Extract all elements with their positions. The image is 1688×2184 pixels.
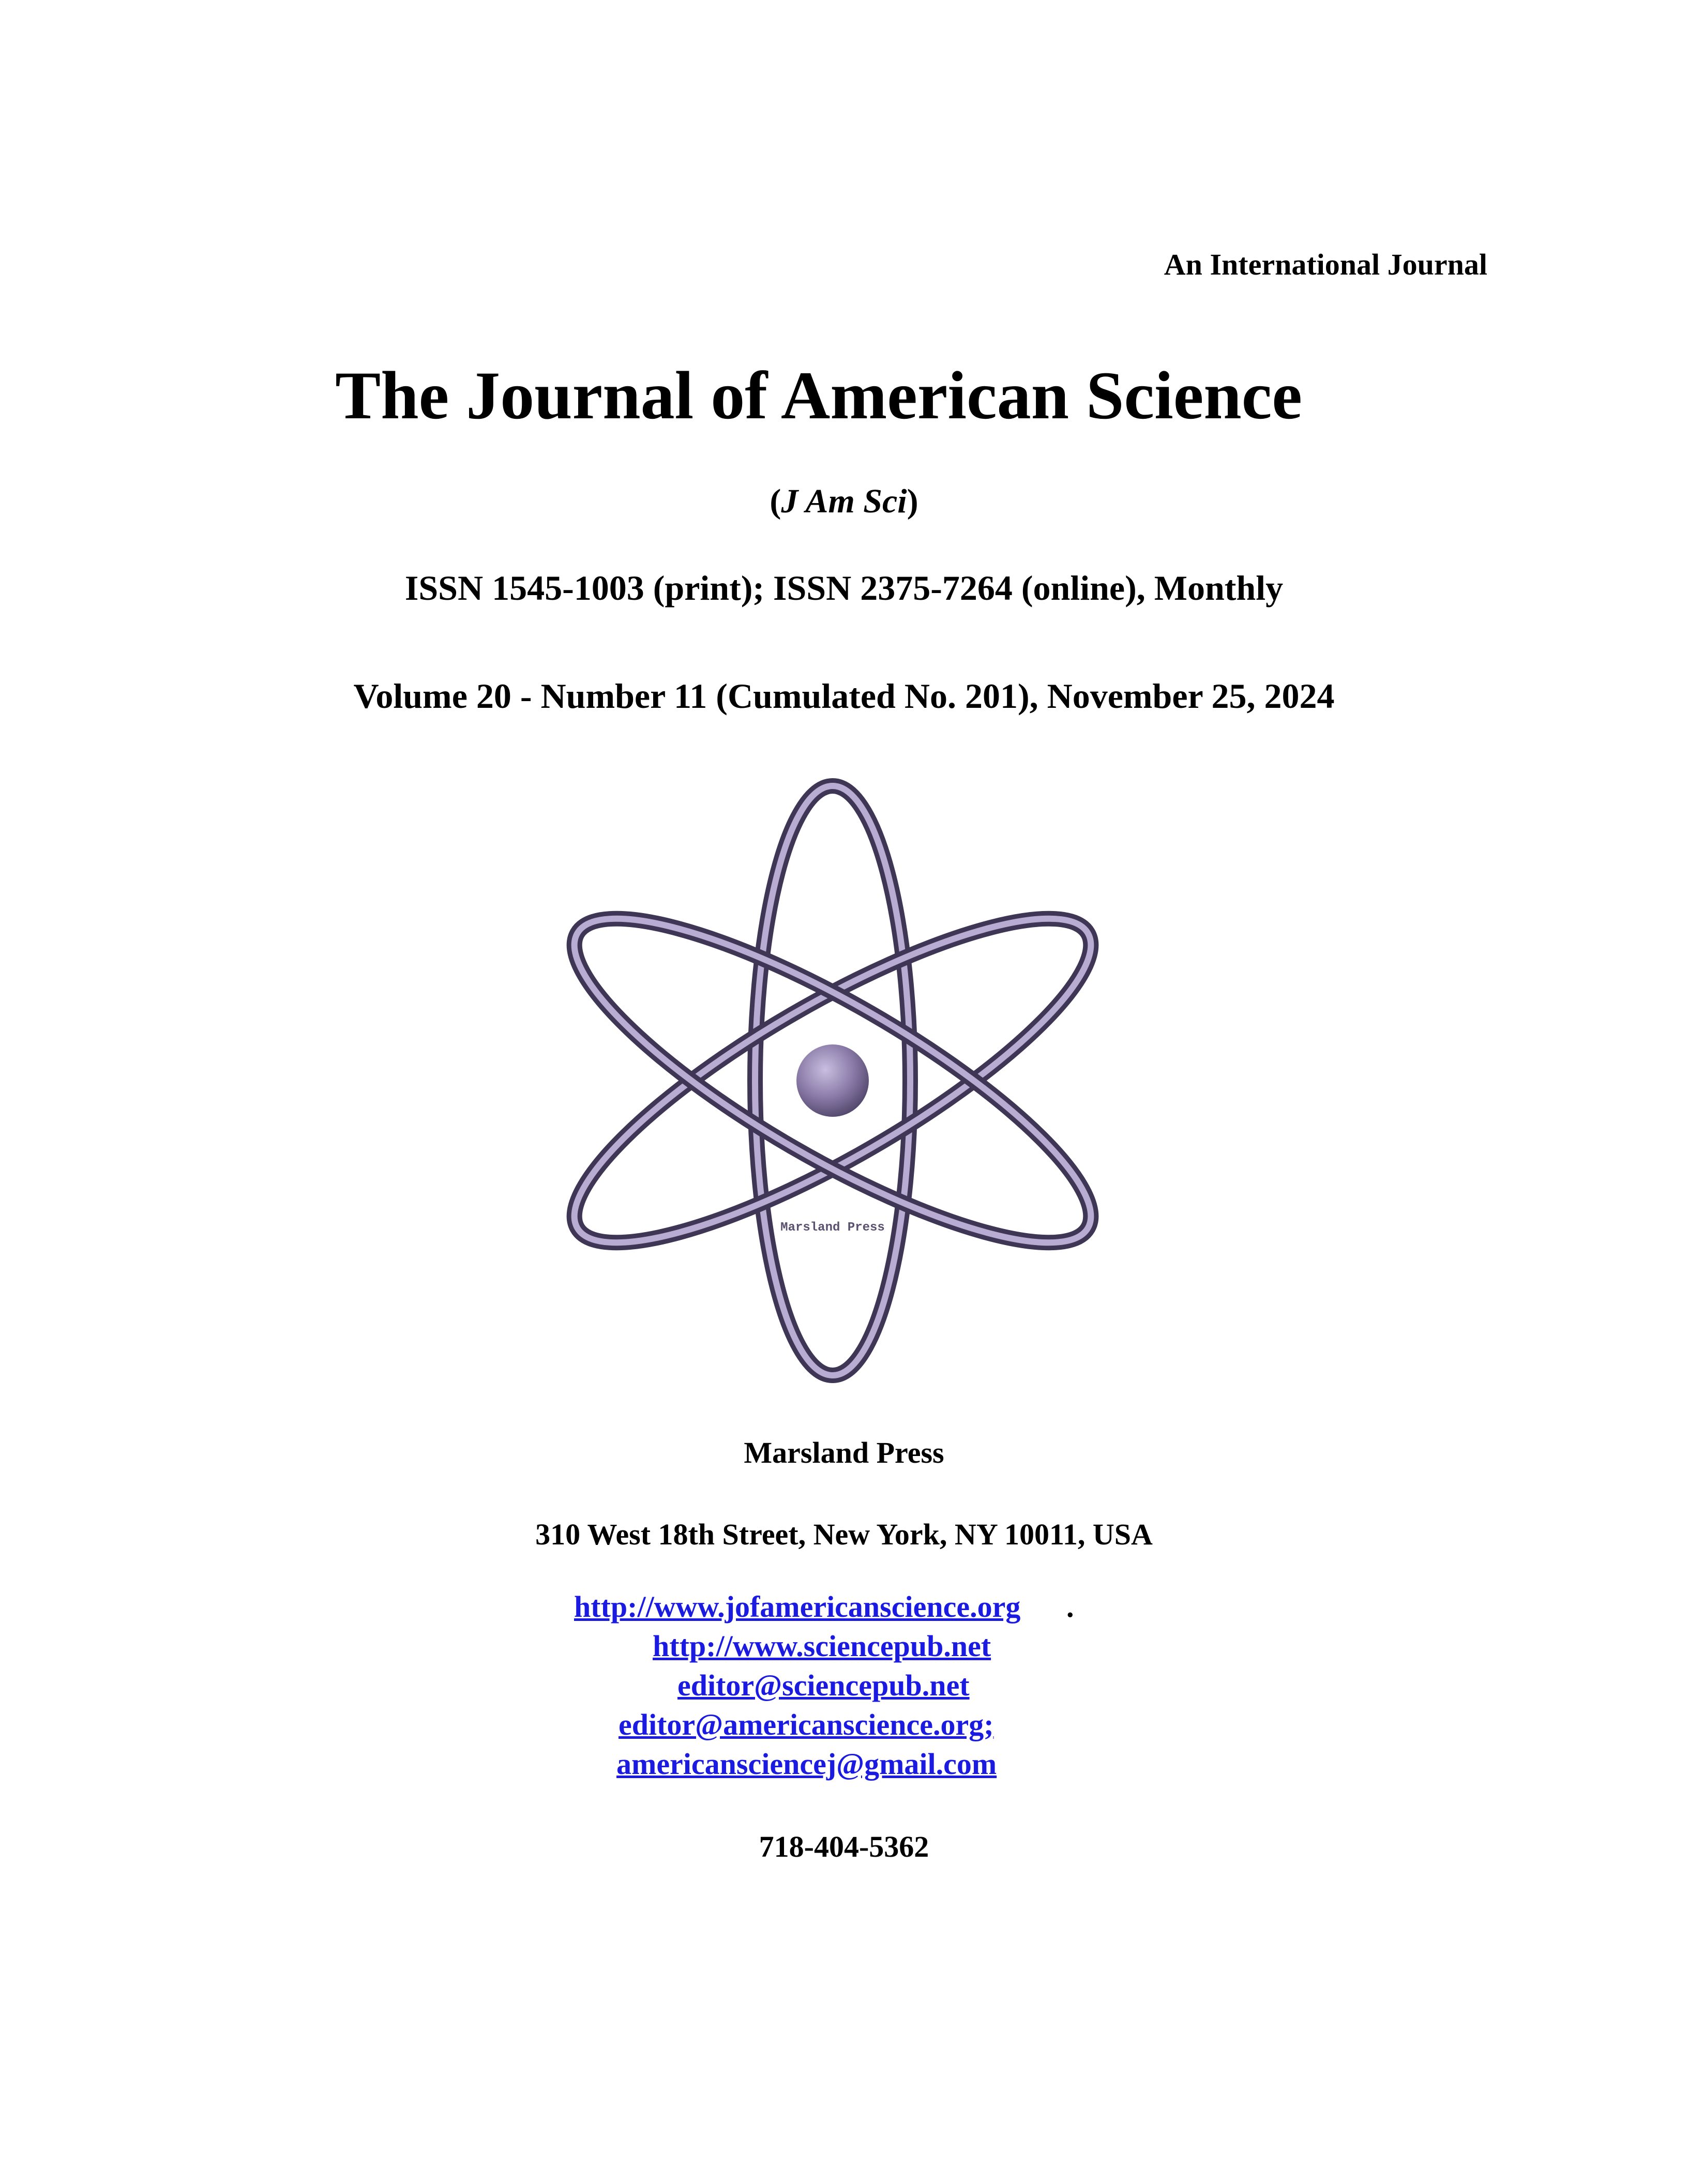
publisher-address: 310 West 18th Street, New York, NY 10011, USA [535, 1518, 1153, 1551]
link-period: . [1066, 1590, 1074, 1624]
email-link-gmail[interactable]: americansciencej@gmail.com [616, 1747, 997, 1781]
nucleus [796, 1044, 869, 1117]
logo-press-label: Marsland Press [780, 1221, 885, 1235]
website-link-journal[interactable]: http://www.jofamericanscience.org [574, 1590, 1021, 1624]
abbr-italic-text: J Am Sci [781, 482, 907, 520]
email-link-sciencepub[interactable]: editor@sciencepub.net [677, 1669, 970, 1702]
phone-number: 718-404-5362 [759, 1830, 929, 1863]
journal-tagline: An International Journal [1164, 248, 1487, 281]
journal-title: The Journal of American Science [335, 357, 1302, 433]
atom-logo-icon [559, 776, 1107, 1386]
issn-line: ISSN 1545-1003 (print); ISSN 2375-7264 (online), Monthly [404, 568, 1284, 608]
website-link-sciencepub[interactable]: http://www.sciencepub.net [653, 1629, 991, 1663]
journal-abbreviation [0, 482, 1688, 521]
volume-line: Volume 20 - Number 11 (Cumulated No. 201), November 25, 2024 [353, 676, 1335, 716]
email-link-americanscience[interactable]: editor@americanscience.org; [619, 1708, 994, 1741]
publisher-name: Marsland Press [744, 1436, 944, 1469]
abbr-open-paren: ( [770, 482, 781, 520]
abbr-close-paren: ) [907, 482, 918, 520]
